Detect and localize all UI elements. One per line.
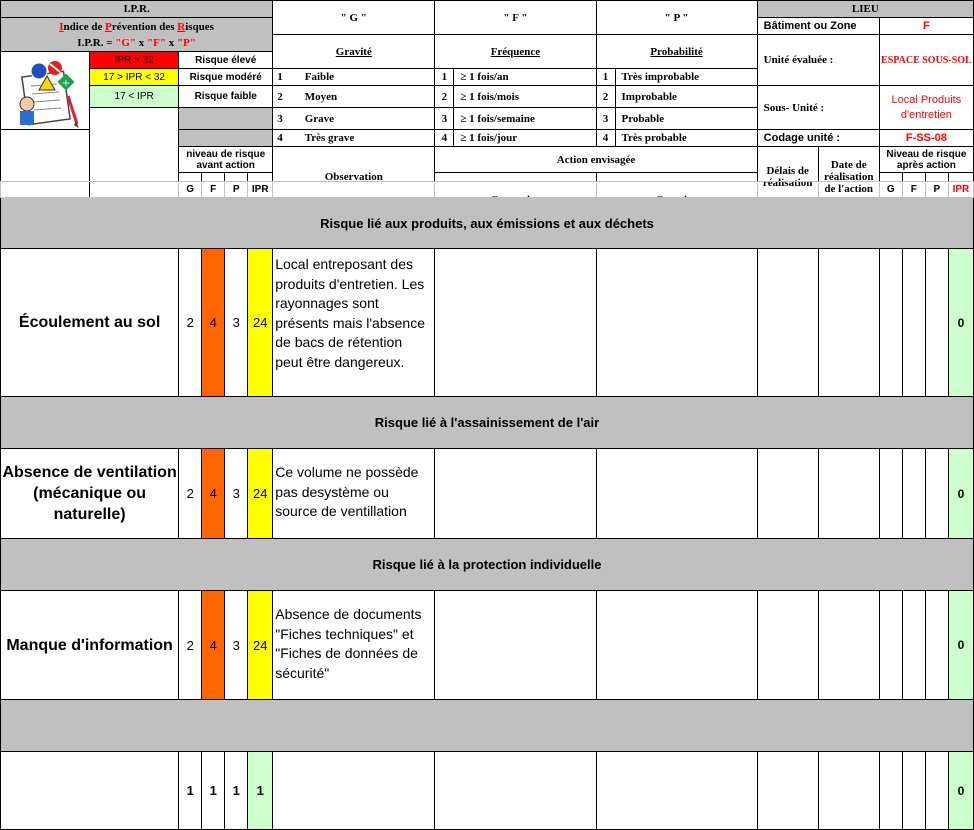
observation-text: Absence de documents "Fiches techniques" et "Fiches de données de sécurité" bbox=[273, 591, 435, 700]
codage-label: Codage unité : bbox=[757, 130, 879, 147]
f-scale-1-label: ≥ 1 fois/an bbox=[454, 69, 596, 86]
p-subtitle: Probabilité bbox=[596, 35, 757, 69]
g-value: 2 bbox=[179, 591, 202, 700]
curative-cell bbox=[596, 449, 757, 539]
lieu-title: LIEU bbox=[757, 1, 973, 18]
ipr-after-value: 0 bbox=[948, 752, 973, 830]
legend-range-mid: 17 > IPR < 32 bbox=[90, 69, 179, 86]
p-value: 3 bbox=[225, 449, 248, 539]
observation-text bbox=[273, 752, 435, 830]
legend-range-low: 17 < IPR bbox=[90, 86, 179, 108]
p-scale-2-label: Improbable bbox=[615, 86, 757, 108]
corrective-cell bbox=[435, 449, 596, 539]
curative-cell bbox=[596, 249, 757, 397]
ipr-value: 24 bbox=[248, 449, 273, 539]
table-row bbox=[1, 449, 974, 539]
f-scale-2-num: 2 bbox=[435, 86, 454, 108]
risk-name: Manque d'information bbox=[1, 591, 179, 700]
g-subtitle: Gravité bbox=[273, 35, 435, 69]
delais-header: Délais de réalisation bbox=[757, 147, 818, 207]
ipr-after-value: 0 bbox=[948, 449, 973, 539]
f-scale-3-label: ≥ 1 fois/semaine bbox=[454, 108, 596, 130]
f-value: 4 bbox=[202, 249, 225, 397]
g-title: " G " bbox=[273, 1, 435, 35]
before-action-header: niveau de risque avant action bbox=[179, 147, 273, 173]
date-cell bbox=[818, 249, 879, 397]
risk-name: Écoulement au sol bbox=[1, 249, 179, 397]
sous-unite-value: Local Produits d'entretien bbox=[879, 86, 973, 130]
section-title: Risque lié à l'assainissement de l'air bbox=[1, 397, 974, 449]
col-p-before: P bbox=[225, 173, 248, 207]
legend-label-high: Risque élevé bbox=[179, 52, 273, 69]
legend-range-high: IPR > 32 bbox=[90, 52, 179, 69]
ipr-after-value: 0 bbox=[948, 249, 973, 397]
p-scale-1-label: Très improbable bbox=[615, 69, 757, 86]
col-p-after: P bbox=[925, 173, 948, 207]
corrective-cell bbox=[435, 752, 596, 830]
date-header: Date de réalisation de l'action bbox=[818, 147, 879, 207]
g-value: 2 bbox=[179, 449, 202, 539]
corrective-cell bbox=[435, 591, 596, 700]
col-g-after: G bbox=[879, 173, 902, 207]
col-ipr-before: IPR bbox=[248, 173, 273, 207]
ipr-description: Indice de Prévention des Risques I.P.R. = "G" x "F" x "P" bbox=[1, 18, 273, 52]
g-value: 1 bbox=[179, 752, 202, 830]
delais-cell bbox=[757, 752, 818, 830]
table-row bbox=[1, 249, 974, 397]
curative-cell bbox=[596, 591, 757, 700]
g-scale-2: 2 Moyen bbox=[273, 86, 435, 108]
section-title: Risque lié à la protection individuelle bbox=[1, 539, 974, 591]
col-f-before: F bbox=[202, 173, 225, 207]
action-header: Action envisagée bbox=[435, 147, 757, 173]
f-scale-4-label: ≥ 1 fois/jour bbox=[454, 130, 596, 147]
p-scale-1-num: 1 bbox=[596, 69, 615, 86]
g-value: 2 bbox=[179, 249, 202, 397]
unite-label: Unité évaluée : bbox=[757, 35, 879, 86]
table-row bbox=[1, 591, 974, 700]
batiment-value: F bbox=[879, 18, 973, 35]
risk-name bbox=[1, 752, 179, 830]
p-scale-2-num: 2 bbox=[596, 86, 615, 108]
ipr-after-value: 0 bbox=[948, 591, 973, 700]
g-scale-1: 1 Faible bbox=[273, 69, 435, 86]
f-value: 4 bbox=[202, 591, 225, 700]
legend-label-mid: Risque modéré bbox=[179, 69, 273, 86]
f-scale-2-label: ≥ 1 fois/mois bbox=[454, 86, 596, 108]
legend-label-low: Risque faible bbox=[179, 86, 273, 108]
section-title-empty bbox=[1, 700, 974, 752]
corrective-cell bbox=[435, 249, 596, 397]
svg-text:+: + bbox=[61, 78, 71, 89]
g-scale-3: 3 Grave bbox=[273, 108, 435, 130]
col-ipr-after: IPR bbox=[948, 173, 973, 207]
observation-text: Ce volume ne possède pas desystème ou source de ventillation bbox=[273, 449, 435, 539]
illustration-cell bbox=[1, 52, 90, 130]
p-scale-4-label: Très probable bbox=[615, 130, 757, 147]
col-f-after: F bbox=[902, 173, 925, 207]
ipr-title: I.P.R. bbox=[1, 1, 273, 18]
after-action-header: Niveau de risque après action bbox=[879, 147, 973, 173]
section-title: Risque lié aux produits, aux émissions et aux déchets bbox=[1, 198, 974, 249]
f-scale-1-num: 1 bbox=[435, 69, 454, 86]
ipr-value: 1 bbox=[248, 752, 273, 830]
p-scale-3-num: 3 bbox=[596, 108, 615, 130]
p-value: 1 bbox=[225, 752, 248, 830]
f-value: 4 bbox=[202, 449, 225, 539]
risk-name: Absence de ventilation (mécanique ou naturelle) bbox=[1, 449, 179, 539]
delais-cell bbox=[757, 591, 818, 700]
ipr-value: 24 bbox=[248, 591, 273, 700]
delais-cell bbox=[757, 249, 818, 397]
p-title: " P " bbox=[596, 1, 757, 35]
date-cell bbox=[818, 752, 879, 830]
unite-value: ESPACE SOUS-SOL bbox=[879, 35, 973, 86]
f-scale-4-num: 4 bbox=[435, 130, 454, 147]
p-value: 3 bbox=[225, 249, 248, 397]
table-row bbox=[1, 752, 974, 830]
curative-cell bbox=[596, 752, 757, 830]
sous-unite-label: Sous- Unité : bbox=[757, 86, 879, 130]
delais-cell bbox=[757, 449, 818, 539]
ipr-value: 24 bbox=[248, 249, 273, 397]
batiment-label: Bâtiment ou Zone bbox=[757, 18, 879, 35]
f-subtitle: Fréquence bbox=[435, 35, 596, 69]
col-g-before: G bbox=[179, 173, 202, 207]
header-table bbox=[0, 0, 974, 207]
g-scale-4: 4 Très grave bbox=[273, 130, 435, 147]
date-cell bbox=[818, 449, 879, 539]
p-scale-3-label: Probable bbox=[615, 108, 757, 130]
date-cell bbox=[818, 591, 879, 700]
f-scale-3-num: 3 bbox=[435, 108, 454, 130]
observation-header: Observation bbox=[273, 147, 435, 207]
risk-table bbox=[0, 181, 974, 830]
p-scale-4-num: 4 bbox=[596, 130, 615, 147]
observation-text: Local entreposant des produits d'entretien. Les rayonnages sont présents mais l'absence de bacs de rétention peut être dangereux. bbox=[273, 249, 435, 397]
safety-illustration-icon bbox=[5, 54, 85, 129]
codage-value: F-SS-08 bbox=[879, 130, 973, 147]
f-title: " F " bbox=[435, 1, 596, 35]
p-value: 3 bbox=[225, 591, 248, 700]
f-value: 1 bbox=[202, 752, 225, 830]
